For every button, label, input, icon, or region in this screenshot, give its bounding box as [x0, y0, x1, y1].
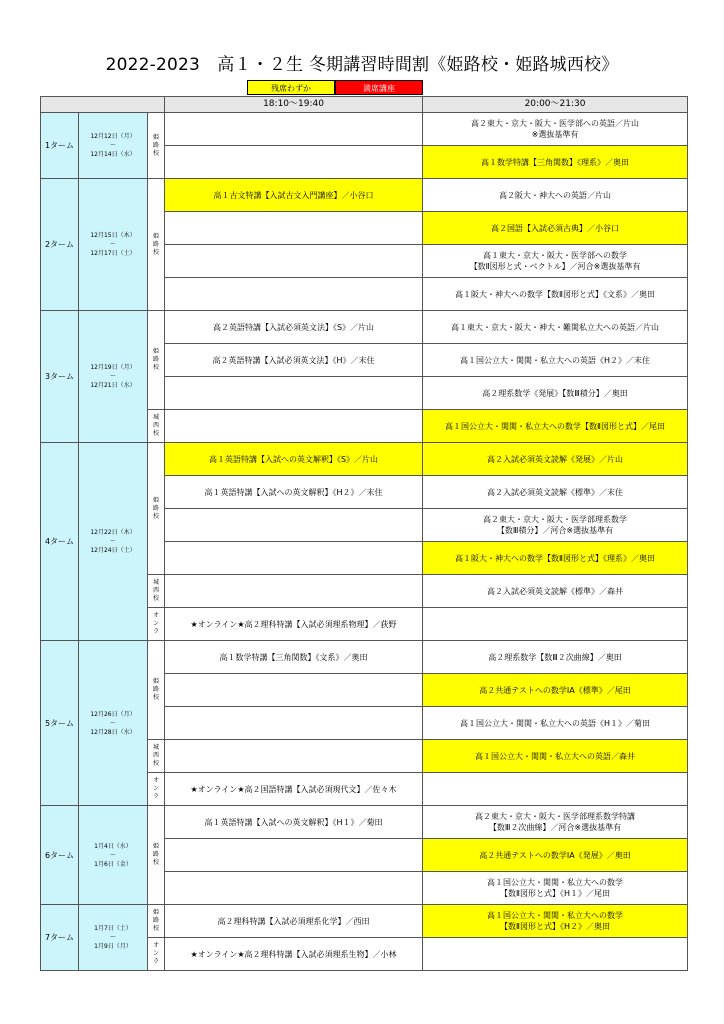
term-date-line: 1月9日（月）	[94, 943, 132, 950]
term-label: 3ターム	[41, 311, 79, 443]
slot1-course	[165, 410, 423, 443]
term-dates	[79, 641, 148, 806]
term-date-line: 12月21日（水）	[90, 382, 136, 389]
course-text: 高２理系数学《発展》【数Ⅲ積分】／奥田	[482, 388, 628, 398]
slot2-course	[423, 872, 688, 905]
slot2-course	[423, 707, 688, 740]
slot2-course	[423, 476, 688, 509]
slot1-course	[165, 311, 423, 344]
slot2-course	[423, 641, 688, 674]
slot2-course	[423, 344, 688, 377]
course-text: 高２入試必須英文読解《標準》／森井	[487, 586, 624, 596]
course-text: 高１東大・京大・阪大・神大・難関私立大への英語／片山	[451, 322, 660, 332]
table-row	[41, 641, 688, 674]
term-date-line: 1月6日（金）	[94, 860, 132, 868]
slot1-course	[165, 344, 423, 377]
table-row	[41, 113, 688, 146]
course-text: 高２共通テストへの数学ⅠA《標準》／尾田	[479, 685, 631, 695]
term-date-line: 12月14日（水）	[90, 151, 136, 158]
header-slot2: 20:00～21:30	[423, 97, 688, 113]
course-text: ★オンライン★高２理科特講【入試必須理系生物】／小林	[190, 949, 397, 959]
course-text: 高２共通テストへの数学ⅠA《発展》／奥田	[479, 850, 631, 860]
slot1-course	[165, 839, 423, 872]
slot1-course	[165, 806, 423, 839]
slot1-course	[165, 575, 423, 608]
term-date-line: 12月17日（土）	[90, 250, 136, 257]
term-label: 2ターム	[41, 179, 79, 311]
course-text: 高２入試必須英文読解《標準》／末住	[487, 487, 624, 497]
school-label	[148, 938, 165, 971]
course-text: 高２阪大・神大への英語／片山	[499, 190, 612, 200]
term-date-line: 12月19日（月）	[90, 364, 136, 371]
school-name: 城西校	[152, 744, 159, 767]
slot1-course	[165, 674, 423, 707]
term-date-line: ～	[109, 538, 116, 545]
school-name: 姫路校	[152, 348, 159, 371]
term-date-line: 12月26日（月）	[90, 710, 136, 718]
course-text: 高１英語特講【入試への英文解釈】《H２》／末住	[204, 487, 383, 497]
slot1-course	[165, 905, 423, 938]
term-date-line: 12月24日（土）	[90, 547, 136, 554]
course-text: 高１国公立大・関関・私立大への英語／森井	[475, 751, 636, 761]
course-text: 高２国語【入試必須古典】／小谷口	[491, 223, 620, 233]
course-text: ★オンライン★高２国語特講【入試必須現代文】／佐々木	[190, 784, 397, 794]
slot1-course	[165, 707, 423, 740]
slot2-course	[423, 146, 688, 179]
slot1-course	[165, 872, 423, 905]
slot2-course	[423, 905, 688, 938]
course-text: 高１阪大・神大への数学【数Ⅱ図形と式】《理系》／奥田	[455, 553, 655, 563]
course-text: 高１古文特講【入試古文入門講座】／小谷口	[213, 190, 374, 200]
slot1-course	[165, 113, 423, 146]
slot2-course	[423, 212, 688, 245]
course-text: 高２東大・京大・阪大・医学部への英語／片山 ※選抜基準有	[471, 119, 640, 139]
slot1-course	[165, 245, 423, 278]
slot2-course	[423, 311, 688, 344]
timetable	[40, 96, 688, 971]
school-label	[148, 311, 165, 410]
slot1-course	[165, 476, 423, 509]
course-text: 高１国公立大・関関・私立大への英語《H２》／末住	[460, 355, 651, 365]
course-text: 高２英語特講【入試必須英文法】《H》／末住	[212, 355, 375, 365]
course-text: 高１英語特講【入試への英文解釈】《S》／片山	[208, 454, 379, 464]
school-name: 姫路校	[152, 496, 159, 520]
school-label	[148, 905, 165, 938]
school-label	[148, 608, 165, 641]
table-row	[41, 806, 688, 839]
term-dates	[79, 905, 148, 971]
slot1-course	[165, 212, 423, 245]
course-text: 高１東大・京大・阪大・医学部への数学 【数Ⅱ図形と式・ベクトル】／河合※選抜基準有	[469, 251, 641, 271]
school-label	[148, 740, 165, 773]
school-name: 姫路校	[152, 843, 159, 866]
course-text: 高１阪大・神大への数学【数Ⅱ図形と式】《文系》／奥田	[455, 289, 655, 299]
term-dates	[79, 179, 148, 311]
school-label	[148, 410, 165, 443]
school-label	[148, 641, 165, 740]
slot1-course	[165, 278, 423, 311]
term-date-line: ～	[109, 934, 116, 941]
table-row	[41, 443, 688, 476]
term-dates	[79, 806, 148, 905]
term-label: 7ターム	[41, 905, 79, 971]
term-date-line: 1月4日（水）	[94, 842, 132, 850]
slot2-course	[423, 377, 688, 410]
school-name: オンラ	[152, 777, 159, 800]
course-text: 高２東大・京大・阪大・医学部理系数学特講 【数Ⅲ２次曲線】／河合※選抜基準有	[475, 812, 636, 832]
slot1-course	[165, 377, 423, 410]
school-name: 姫路校	[152, 232, 159, 256]
slot2-course	[423, 542, 688, 575]
course-text: 高２理系数学【数Ⅲ２次曲線】／奥田	[488, 652, 622, 662]
course-text: 高２入試必須英文読解《発展》／片山	[487, 454, 624, 464]
table-row	[41, 311, 688, 344]
slot1-course	[165, 641, 423, 674]
slot2-course	[423, 806, 688, 839]
school-name: オンラ	[152, 942, 159, 965]
term-dates	[79, 311, 148, 443]
legend-few-seats: 残席わずか	[247, 80, 335, 95]
table-row	[41, 905, 688, 938]
school-name: 姫路校	[152, 133, 159, 157]
slot2-course	[423, 839, 688, 872]
school-name: オンラ	[152, 612, 159, 635]
slot2-course	[423, 179, 688, 212]
slot2-course	[423, 608, 688, 641]
course-text: 高１国公立大・関関・私立大への英語《H１》／菊田	[460, 718, 651, 728]
legend-full: 満席講座	[335, 80, 423, 95]
term-date-line: ～	[109, 241, 116, 248]
course-text: 高１数学特講【三角関数】《理系》／奥田	[481, 157, 630, 167]
term-dates	[79, 113, 148, 179]
header-blank	[41, 97, 165, 113]
course-text: 高２英語特講【入試必須英文法】《S》／片山	[212, 322, 375, 332]
slot2-course	[423, 278, 688, 311]
slot2-course	[423, 938, 688, 971]
term-date-line: 12月22日（木）	[90, 529, 136, 536]
term-label: 6ターム	[41, 806, 79, 905]
term-date-line: ～	[109, 851, 116, 859]
course-text: 高２理科特講【入試必須理系化学】／西田	[217, 916, 370, 926]
slot1-course	[165, 938, 423, 971]
term-date-line: ～	[109, 373, 116, 380]
term-date-line: ～	[109, 142, 116, 149]
term-label: 4ターム	[41, 443, 79, 641]
term-date-line: ～	[109, 719, 116, 727]
table-row	[41, 179, 688, 212]
slot2-course	[423, 773, 688, 806]
slot1-course	[165, 179, 423, 212]
term-date-line: 12月15日（木）	[90, 232, 136, 239]
slot2-course	[423, 113, 688, 146]
school-label	[148, 575, 165, 608]
school-label	[148, 806, 165, 905]
school-label	[148, 773, 165, 806]
slot1-course	[165, 146, 423, 179]
term-date-line: 12月28日（水）	[90, 728, 136, 736]
term-label: 1ターム	[41, 113, 79, 179]
school-name: 姫路校	[152, 909, 159, 932]
school-name: 城西校	[152, 414, 159, 437]
course-text: 高１数学特講【三角関数】《文系》／奥田	[219, 652, 368, 662]
term-dates	[79, 443, 148, 641]
slot1-course	[165, 542, 423, 575]
slot2-course	[423, 410, 688, 443]
school-label	[148, 113, 165, 179]
school-label	[148, 443, 165, 575]
term-date-line: 1月7日（土）	[94, 925, 132, 932]
course-text: ★オンライン★高２理科特講【入試必須理系物理】／荻野	[190, 619, 397, 629]
school-name: 城西校	[152, 579, 159, 602]
course-text: 高２東大・京大・阪大・医学部理系数学 【数Ⅲ積分】／河合※選抜基準有	[483, 515, 628, 535]
slot2-course	[423, 443, 688, 476]
slot2-course	[423, 509, 688, 542]
school-name: 姫路校	[152, 678, 159, 701]
course-text: 高１国公立大・関関・私立大への数学 【数Ⅱ図形と式】《H１》／尾田	[487, 878, 624, 898]
page-title: 2022-2023 高１・２生 冬期講習時間割《姫路校・姫路城西校》	[105, 55, 619, 75]
course-text: 高１国公立大・関関・私立大への数学 【数Ⅱ図形と式】《H２》／奥田	[487, 911, 624, 931]
term-date-line: 12月12日（月）	[90, 133, 136, 140]
slot2-course	[423, 245, 688, 278]
course-text: 高１英語特講【入試への英文解釈】《H１》／菊田	[204, 817, 383, 827]
slot1-course	[165, 773, 423, 806]
slot1-course	[165, 608, 423, 641]
slot1-course	[165, 740, 423, 773]
slot1-course	[165, 443, 423, 476]
term-label: 5ターム	[41, 641, 79, 806]
slot2-course	[423, 674, 688, 707]
header-slot1: 18:10～19:40	[165, 97, 423, 113]
course-text: 高１国公立大・関関・私立大への数学【数Ⅱ図形と式】／尾田	[445, 421, 665, 431]
slot2-course	[423, 740, 688, 773]
school-label	[148, 179, 165, 311]
slot2-course	[423, 575, 688, 608]
slot1-course	[165, 509, 423, 542]
